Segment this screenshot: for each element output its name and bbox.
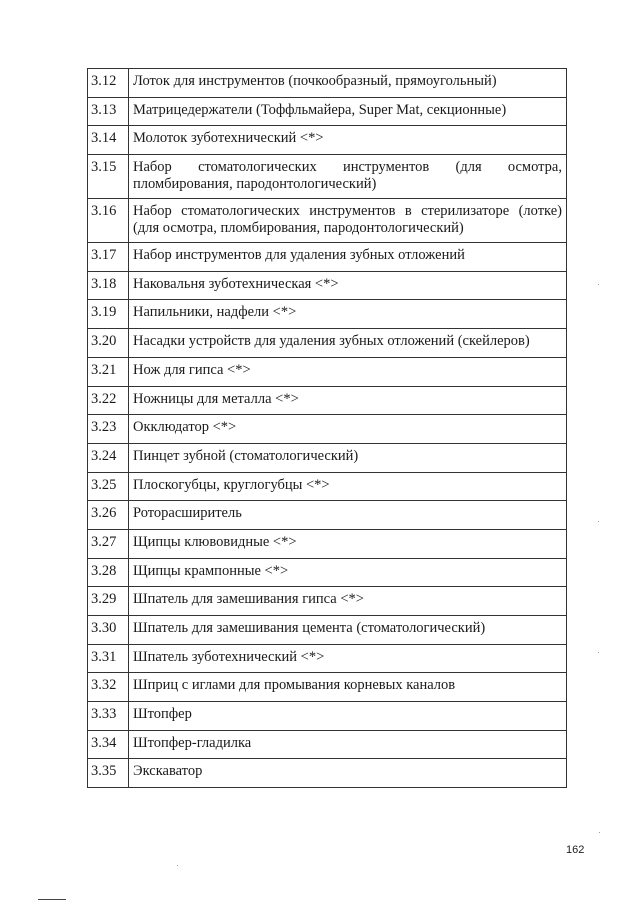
equipment-table (87, 68, 567, 788)
row-number: 3.22 (88, 386, 129, 415)
row-number: 3.17 (88, 243, 129, 272)
row-number: 3.24 (88, 443, 129, 472)
row-text: Набор инструментов для удаления зубных отложений (129, 243, 567, 272)
scan-speck (598, 521, 599, 522)
table-row (88, 587, 567, 616)
table-row (88, 357, 567, 386)
table-row (88, 759, 567, 788)
table-row (88, 155, 567, 199)
row-number: 3.14 (88, 126, 129, 155)
row-number: 3.27 (88, 529, 129, 558)
row-number: 3.33 (88, 702, 129, 731)
row-number: 3.26 (88, 501, 129, 530)
row-number: 3.19 (88, 300, 129, 329)
row-text: Штопфер-гладилка (129, 730, 567, 759)
row-number: 3.23 (88, 415, 129, 444)
row-number: 3.25 (88, 472, 129, 501)
row-number: 3.12 (88, 69, 129, 98)
row-text: Набор стоматологических инструментов (для осмотра, пломбирования, пародонтологический) (129, 155, 567, 199)
row-text: Шприц с иглами для промывания корневых каналов (129, 673, 567, 702)
table-row (88, 243, 567, 272)
scan-speck (598, 284, 599, 285)
table-row (88, 529, 567, 558)
row-text: Шпатель зуботехнический <*> (129, 644, 567, 673)
row-text: Насадки устройств для удаления зубных отложений (скейлеров) (129, 329, 567, 358)
table-row (88, 300, 567, 329)
row-number: 3.34 (88, 730, 129, 759)
row-number: 3.35 (88, 759, 129, 788)
row-text: Матрицедержатели (Тоффльмайера, Super Mat, секционные) (129, 97, 567, 126)
page-number: 162 (566, 844, 585, 856)
row-text: Наковальня зуботехническая <*> (129, 271, 567, 300)
table-row (88, 644, 567, 673)
row-text: Нож для гипса <*> (129, 357, 567, 386)
table-row (88, 702, 567, 731)
row-text: Шпатель для замешивания цемента (стоматологический) (129, 616, 567, 645)
table-row (88, 501, 567, 530)
row-text: Щипцы клювовидные <*> (129, 529, 567, 558)
row-number: 3.28 (88, 558, 129, 587)
row-text: Штопфер (129, 702, 567, 731)
row-text: Щипцы крампонные <*> (129, 558, 567, 587)
row-text: Ножницы для металла <*> (129, 386, 567, 415)
table-row (88, 415, 567, 444)
table-row (88, 443, 567, 472)
row-text: Напильники, надфели <*> (129, 300, 567, 329)
row-text: Плоскогубцы, круглогубцы <*> (129, 472, 567, 501)
table-row (88, 386, 567, 415)
row-number: 3.18 (88, 271, 129, 300)
row-text: Набор стоматологических инструментов в стерилизаторе (лотке) (для осмотра, пломбирования, пародонтологический) (129, 199, 567, 243)
table-row (88, 271, 567, 300)
row-text: Пинцет зубной (стоматологический) (129, 443, 567, 472)
table-row (88, 69, 567, 98)
scan-speck (599, 832, 600, 833)
row-number: 3.31 (88, 644, 129, 673)
scan-speck (598, 652, 599, 653)
table-row (88, 616, 567, 645)
table-row (88, 97, 567, 126)
row-number: 3.13 (88, 97, 129, 126)
row-text: Роторасширитель (129, 501, 567, 530)
row-text: Шпатель для замешивания гипса <*> (129, 587, 567, 616)
row-number: 3.30 (88, 616, 129, 645)
row-number: 3.29 (88, 587, 129, 616)
row-text: Окклюдатор <*> (129, 415, 567, 444)
row-text: Экскаватор (129, 759, 567, 788)
row-text: Лоток для инструментов (почкообразный, прямоугольный) (129, 69, 567, 98)
footnote-rule (38, 899, 66, 900)
table-row (88, 126, 567, 155)
table-row (88, 472, 567, 501)
row-number: 3.20 (88, 329, 129, 358)
table-row (88, 730, 567, 759)
table-row (88, 329, 567, 358)
row-number: 3.15 (88, 155, 129, 199)
table-row (88, 673, 567, 702)
table-row (88, 199, 567, 243)
row-number: 3.32 (88, 673, 129, 702)
row-number: 3.21 (88, 357, 129, 386)
row-number: 3.16 (88, 199, 129, 243)
row-text: Молоток зуботехнический <*> (129, 126, 567, 155)
table-row (88, 558, 567, 587)
scan-speck (177, 865, 178, 866)
